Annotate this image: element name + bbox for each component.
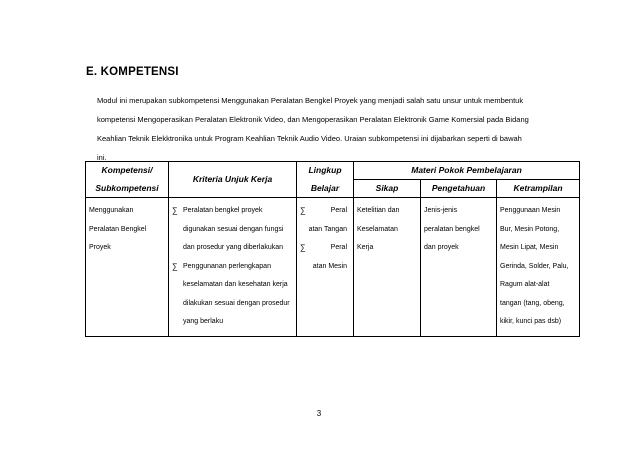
cell-line: Gerinda, Solder, Palu,	[500, 262, 569, 270]
cell-line: atan Mesin	[312, 262, 347, 270]
section-heading: E. KOMPETENSI	[86, 66, 179, 78]
cell-line: Peral	[330, 244, 347, 251]
header-kompetensi	[86, 162, 169, 198]
intro-paragraph	[97, 91, 591, 167]
cell-ketrampilan	[497, 198, 580, 337]
header-lingkup-line1: Lingkup	[308, 165, 342, 175]
intro-line: kompetensi Mengoperasikan Peralatan Elektronik Video, dan Mengoperasikan Peralatan Elektronik Game Komersial pada Bidang	[97, 115, 529, 124]
competency-table	[85, 161, 580, 337]
header-sikap: Sikap	[354, 180, 421, 198]
cell-line: Mesin Lipat, Mesin	[500, 244, 559, 251]
kriteria-item	[172, 258, 293, 332]
header-kompetensi-line1: Kompetensi/	[101, 165, 153, 175]
cell-line: Peral	[330, 207, 347, 214]
lingkup-item	[300, 239, 347, 258]
cell-line: dan proyek	[424, 244, 459, 251]
kriteria-item	[172, 202, 293, 258]
cell-line: dilakukan sesuai dengan prosedur	[183, 299, 290, 307]
cell-line: keselamatan dan kesehatan kerja	[183, 281, 288, 288]
cell-line: Peralatan bengkel proyek	[183, 207, 263, 214]
cell-line: Menggunakan	[89, 207, 134, 214]
cell-lingkup	[297, 198, 354, 337]
cell-sikap	[354, 198, 421, 337]
header-pengetahuan: Pengetahuan	[421, 180, 497, 198]
cell-line: Proyek	[89, 244, 111, 251]
header-materi: Materi Pokok Pembelajaran	[354, 162, 580, 180]
header-ketrampilan: Ketrampilan	[497, 180, 580, 198]
cell-line: dan prosedur yang diberlakukan	[183, 244, 284, 251]
cell-line: kikir, kunci pas dsb)	[500, 318, 562, 325]
intro-line: Modul ini merupakan subkompetensi Menggunakan Peralatan Bengkel Proyek yang menjadi salah satu unsur untuk membentuk	[97, 96, 524, 105]
page-number: 3	[316, 409, 322, 418]
header-lingkup	[297, 162, 354, 198]
header-kompetensi-line2: Subkompetensi	[95, 183, 159, 193]
cell-line: Penggunanan perlengkapan	[183, 262, 271, 270]
cell-line: Ragum alat-alat	[500, 281, 550, 288]
header-kriteria: Kriteria Unjuk Kerja	[169, 162, 297, 198]
sum-bullet-icon: ∑	[172, 206, 178, 215]
cell-line: peralatan bengkel	[424, 225, 480, 233]
cell-line: atan Tangan	[308, 225, 347, 233]
cell-line: yang berlaku	[183, 318, 224, 325]
cell-line: Keselamatan	[357, 225, 398, 233]
sum-bullet-icon: ∑	[172, 261, 178, 271]
cell-line: Penggunaan Mesin	[500, 207, 561, 214]
cell-line: Kerja	[357, 244, 374, 251]
cell-line: Bur, Mesin Potong,	[500, 225, 560, 233]
cell-line: Peralatan Bengkel	[89, 225, 147, 233]
sum-bullet-icon: ∑	[300, 243, 306, 252]
cell-line: Ketelitian dan	[357, 207, 400, 214]
cell-line: Jenis-jenis	[424, 207, 458, 214]
cell-line: digunakan sesuai dengan fungsi	[183, 225, 284, 233]
cell-kompetensi	[86, 198, 169, 337]
cell-line: tangan (tang, obeng,	[500, 299, 565, 307]
sum-bullet-icon: ∑	[300, 206, 306, 215]
cell-pengetahuan	[421, 198, 497, 337]
lingkup-item	[300, 202, 347, 221]
intro-line: ini.	[97, 153, 107, 162]
table-row	[86, 198, 580, 337]
cell-kriteria	[169, 198, 297, 337]
intro-line: Keahlian Teknik Elekktronika untuk Program Keahlian Teknik Audio Video. Uraian subkompetensi ini dijabarkan seperti di bawah	[97, 134, 522, 143]
header-lingkup-line2: Belajar	[310, 183, 340, 193]
